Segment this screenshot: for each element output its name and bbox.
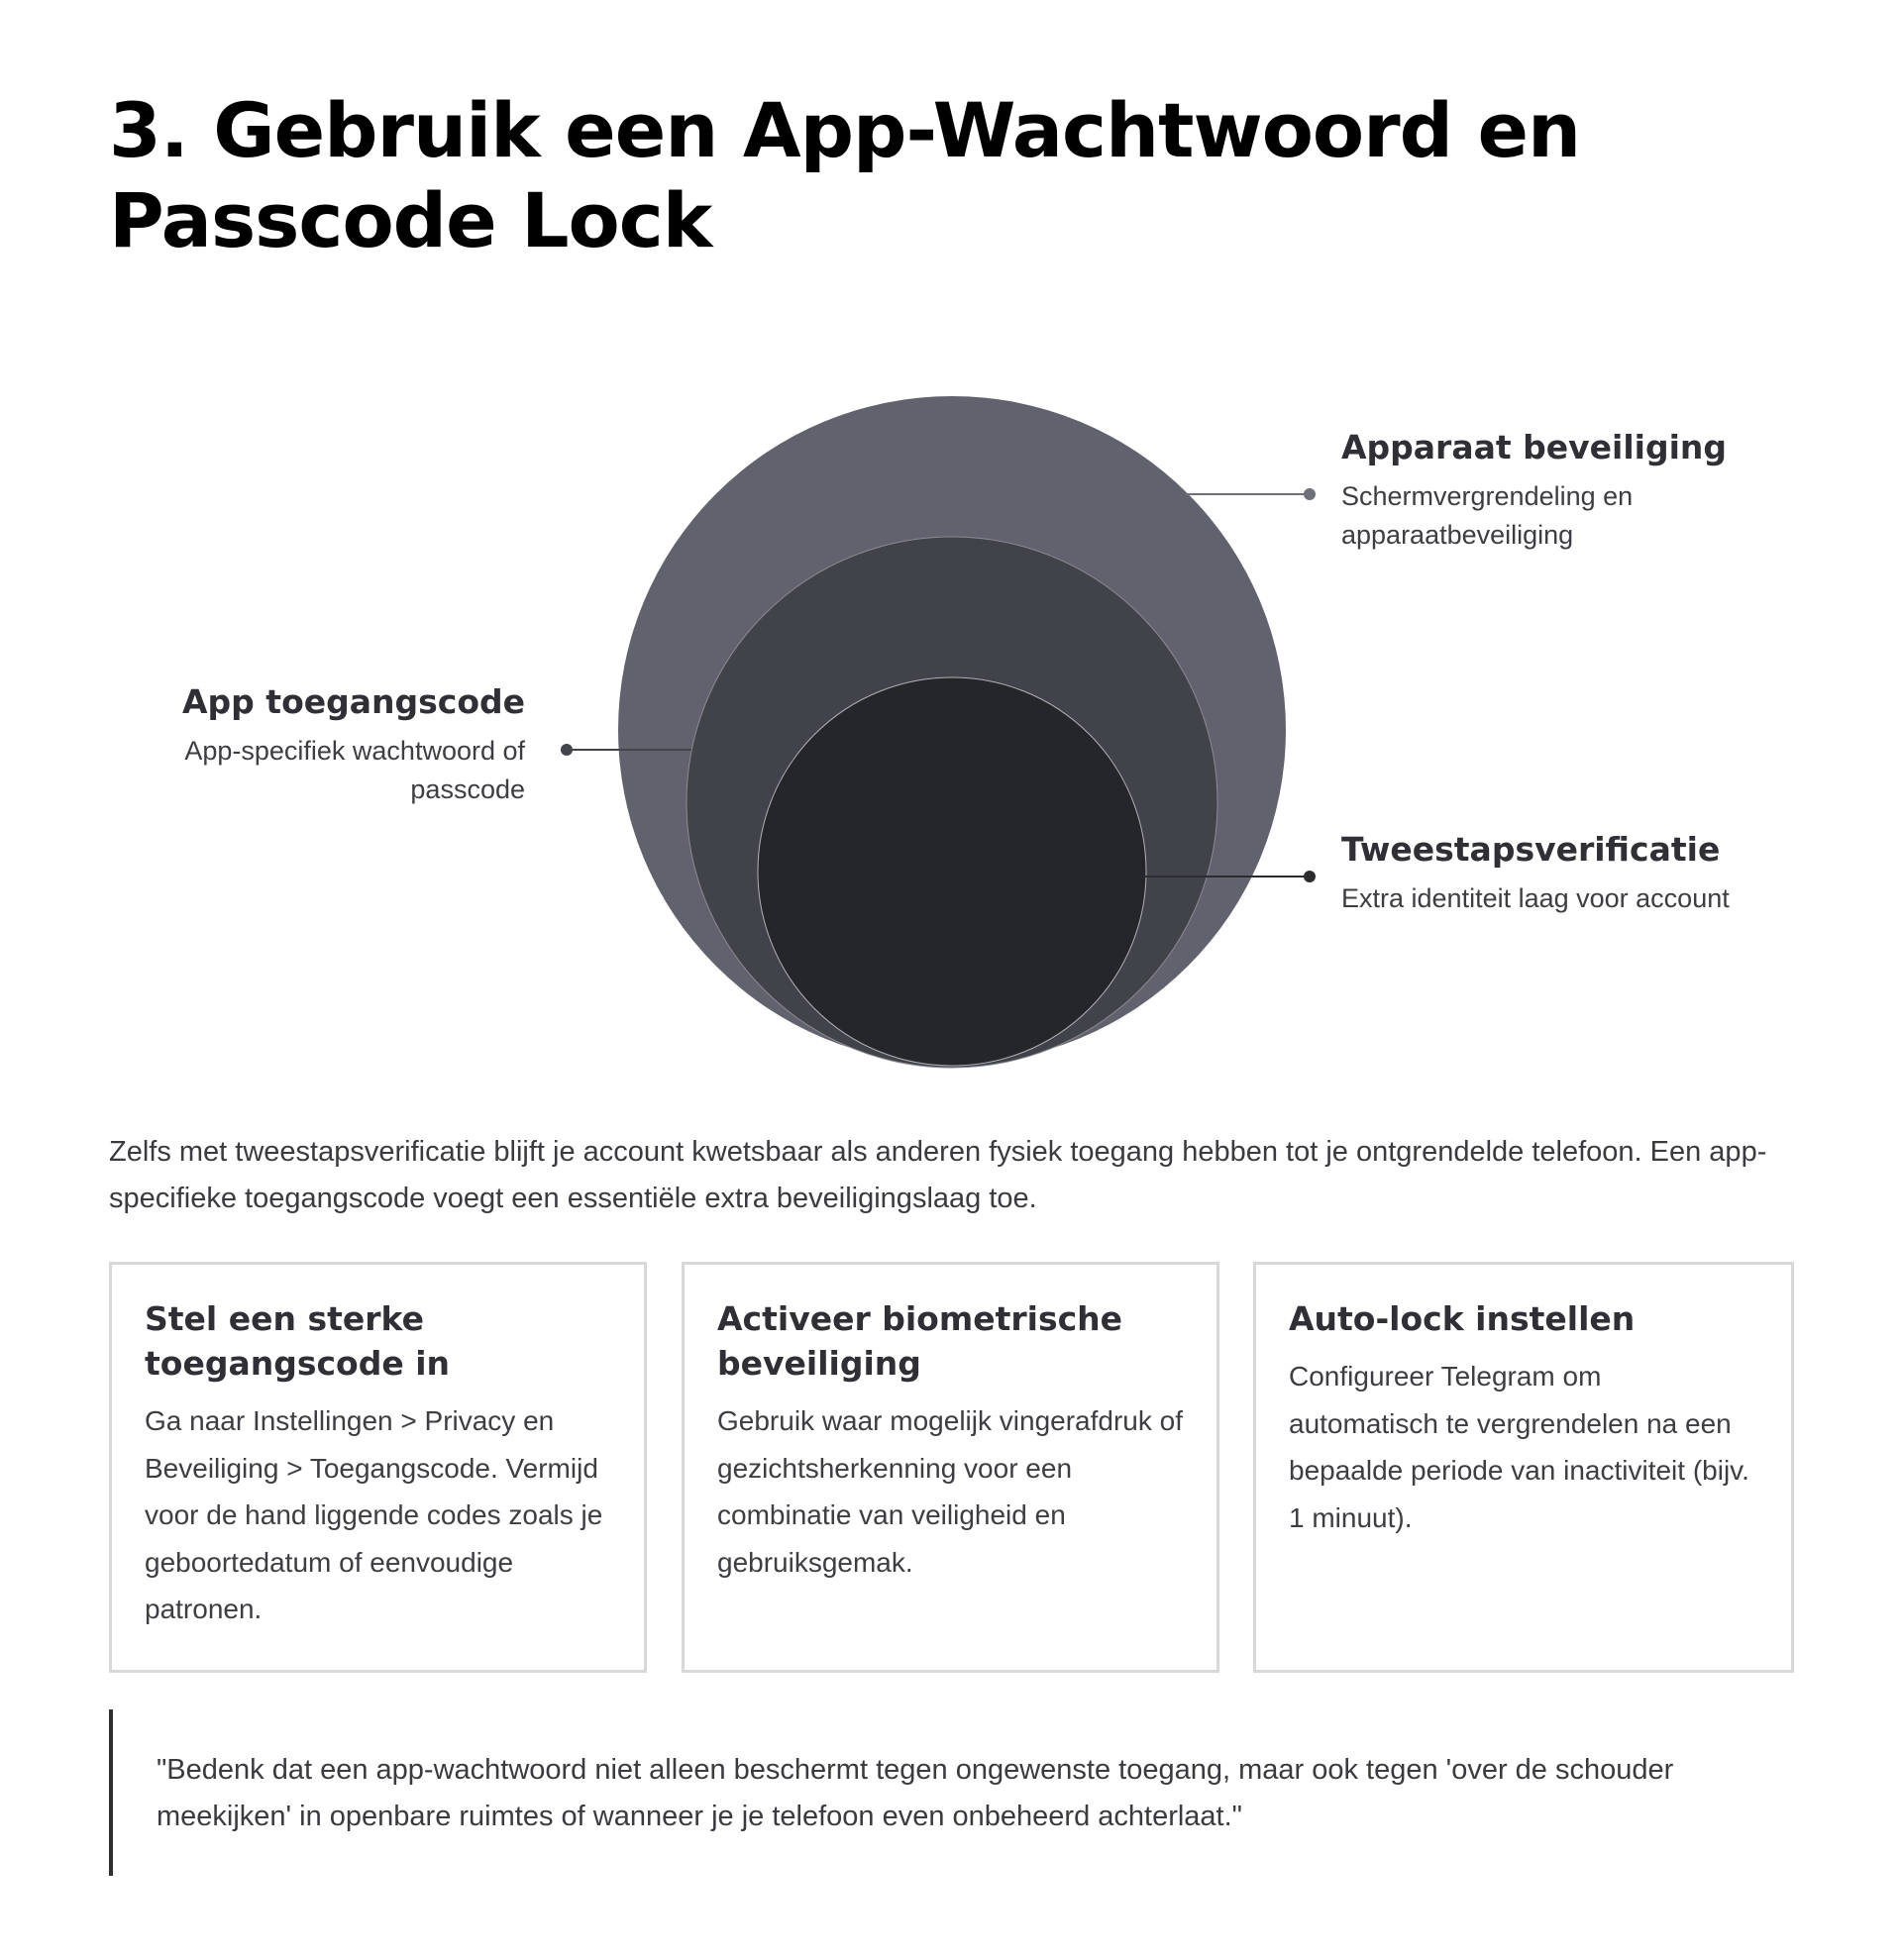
callout-title: Apparaat beveiliging — [1341, 428, 1728, 466]
callout-title: Tweestapsverificatie — [1341, 830, 1721, 869]
card-title: Activeer biometrische beveiliging — [717, 1299, 1123, 1383]
inner-circle-two-step — [758, 677, 1146, 1066]
callout-title: App toegangscode — [182, 682, 525, 721]
connector-dot-two-step — [1304, 871, 1316, 882]
intro-paragraph: Zelfs met tweestapsverificatie blijft je account kwetsbaar als anderen fysiek toegang hebben tot je ontgrendelde telefoon. Een app-specifieke toegangscode voegt een essentiële extra beveiligingslaag toe. — [109, 1136, 1767, 1214]
card-biometric — [682, 1262, 1219, 1673]
card-text: Configureer Telegram om automatisch te vergrendelen na een bepaalde periode van inactiviteit (bijv. 1 minuut). — [1289, 1361, 1749, 1533]
outer-circle-device-security — [618, 396, 1286, 1064]
card-text: Ga naar Instellingen > Privacy en Beveiliging > Toegangscode. Vermijd voor de hand liggende codes zoals je geboortedatum of eenvoudige patronen. — [145, 1405, 603, 1624]
callout-description: Schermvergrendeling en apparaatbeveiliging — [1341, 481, 1634, 550]
card-title: Auto-lock instellen — [1289, 1299, 1636, 1338]
callout-app-passcode — [149, 680, 525, 809]
card-text: Gebruik waar mogelijk vingerafdruk of gezichtsherkenning voor een combinatie van veiligheid en gebruiksgemak. — [717, 1405, 1183, 1578]
card-strong-passcode — [109, 1262, 647, 1673]
callout-two-step — [1341, 828, 1730, 918]
middle-circle-app-passcode — [687, 537, 1217, 1068]
connector-dot-device — [1304, 488, 1316, 500]
card-title: Stel een sterke toegangscode in — [145, 1299, 451, 1383]
callout-device-security — [1341, 426, 1727, 555]
callout-description: Extra identiteit laag voor account — [1341, 883, 1730, 913]
tips-cards — [109, 1262, 1794, 1673]
page-title: 3. Gebruik een App-Wachtwoord en Passcode Lock — [109, 86, 1581, 264]
tip-quote — [109, 1709, 1793, 1876]
connector-dot-app — [561, 744, 573, 756]
callout-description: App-specifiek wachtwoord of passcode — [184, 736, 525, 804]
quote-text: "Bedenk dat een app-wachtwoord niet alleen beschermt tegen ongewenste toegang, maar ook tegen 'over de schouder meekijken' in openbare ruimtes of wanneer je je telefoon even onbeheerd achterlaat." — [157, 1754, 1674, 1832]
card-auto-lock — [1253, 1262, 1794, 1673]
